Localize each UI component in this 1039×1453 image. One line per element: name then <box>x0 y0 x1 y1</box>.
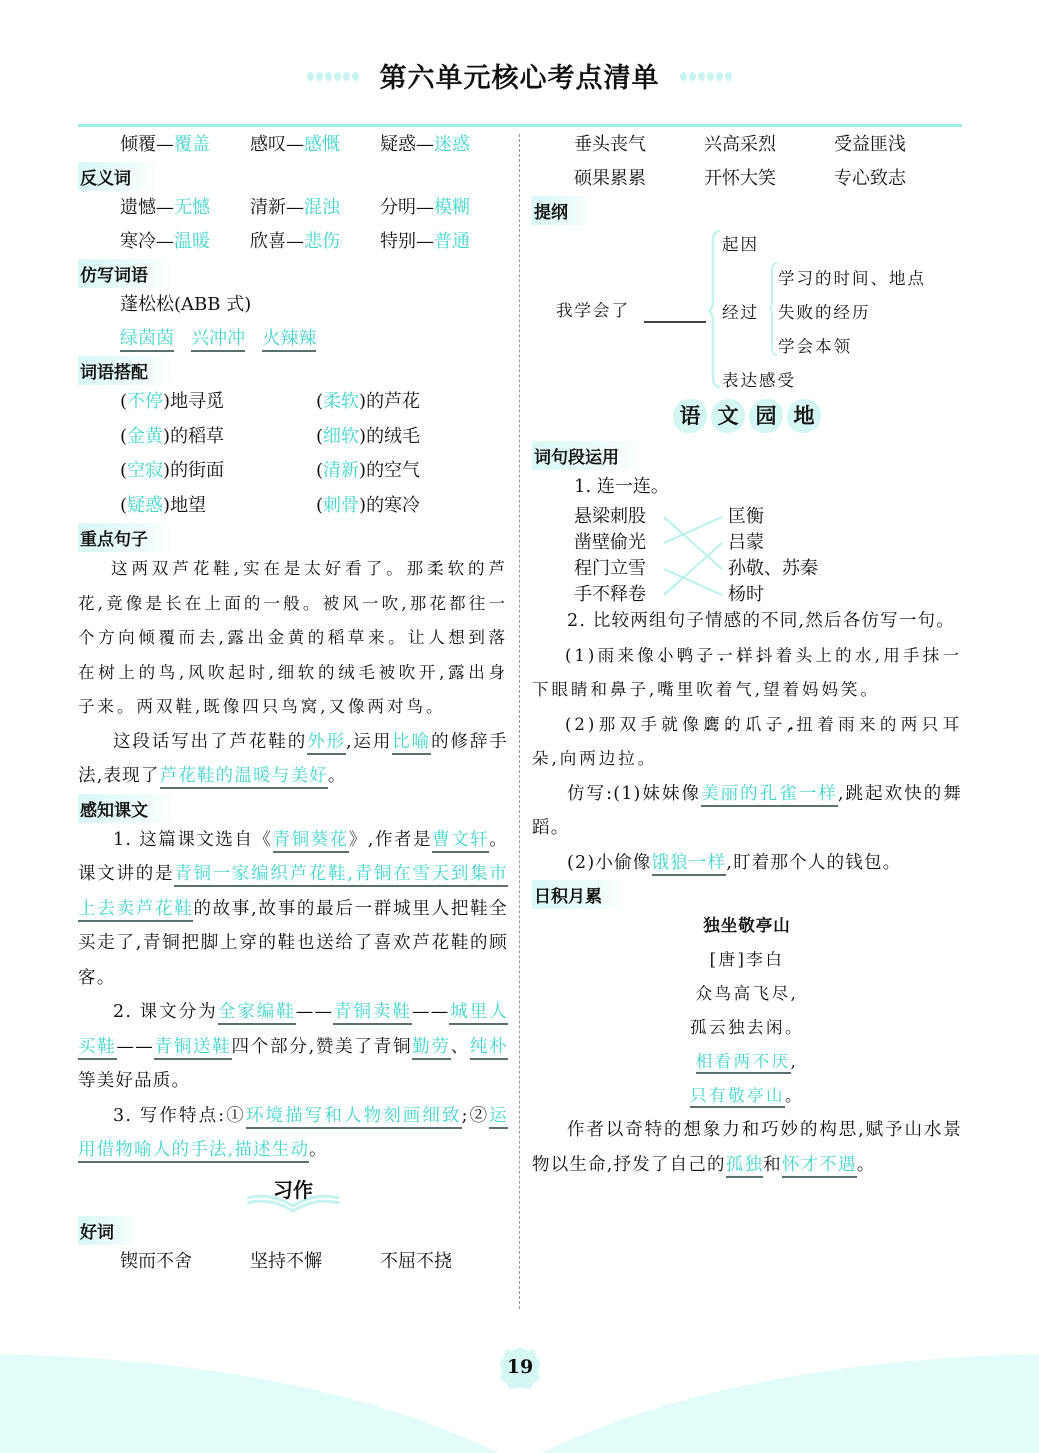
idiom-list: 悬梁刺股 凿壁偷光 程门立雪 手不释卷 <box>574 506 646 605</box>
outline-branch: 表达感受 <box>722 371 796 390</box>
section-heading-usage: 词句段运用 <box>532 441 645 470</box>
imitation-2: (2)小偷像饿狼一样,盯着那个人的钱包。 <box>532 846 962 881</box>
left-column <box>78 128 508 1279</box>
page-title: 第六单元核心考点清单 <box>379 63 660 94</box>
outline-branch: 经过 <box>722 303 759 322</box>
section-heading-antonyms: 反义词 <box>78 162 157 191</box>
outline-root: 我学会了 <box>556 301 630 320</box>
collocation-item: (刺骨)的寒冷 <box>316 494 421 516</box>
sentence-2: (2)那双手就像鹰的爪子,扭着雨来的两只耳朵,向两边拉。 <box>532 714 963 768</box>
outline-sub-branch: 学会本领 <box>778 337 852 356</box>
header-rule <box>78 124 962 127</box>
antonym-pair: 特别—普通 <box>380 231 470 252</box>
synonym-row <box>78 128 508 162</box>
collocation-item: (不停)地寻觅 <box>120 391 225 412</box>
poem-title: 独坐敬亭山 <box>703 916 791 935</box>
poem-commentary: 作者以奇特的想象力和巧妙的构思,赋予山水景物以生命,抒发了自己的孤独和怀才不遇。 <box>532 1113 962 1182</box>
collocation-grid <box>78 385 508 523</box>
people-list: 匡衡 吕蒙 孙敬、苏秦 杨时 <box>728 506 818 605</box>
synonym-pair: 倾覆—覆盖 <box>120 134 210 155</box>
perceive-q2: 2. 课文分为全家编鞋——青铜卖鞋——城里人买鞋——青铜送鞋四个部分,赞美了青铜勤劳、纯朴等美好品质。 <box>78 1002 508 1091</box>
key-analysis: 这段话写出了芦花鞋的外形,运用比喻的修辞手法,表现了芦花鞋的温暖与美好。 <box>78 725 508 794</box>
outline-sub-branch: 失败的经历 <box>778 303 871 322</box>
section-heading-collocation: 词语搭配 <box>78 356 174 385</box>
collocation-item: (疑惑)地望 <box>120 494 207 516</box>
right-column <box>532 128 962 1182</box>
q2-prompt: 2. 比较两组句子情感的不同,然后各仿写一句。 <box>567 611 955 631</box>
good-words-row: 垂头丧气 兴高采烈 受益匪浅 <box>574 134 906 155</box>
synonym-pair: 感叹—感慨 <box>250 134 340 155</box>
section-heading-imitate: 仿写词语 <box>78 259 174 288</box>
outline-blank <box>644 321 706 323</box>
poem-line-answer: 只有敬亭山。 <box>532 1079 962 1113</box>
collocation-item: (细软)的绒毛 <box>316 425 421 447</box>
section-heading-accumulate: 日积月累 <box>532 880 628 909</box>
antonym-pair: 寒冷—温暖 <box>120 231 210 252</box>
decorative-dots-right <box>679 66 733 85</box>
collocation-item: (金黄)的稻草 <box>120 425 225 447</box>
imitation-1: 仿写:(1)妹妹像美丽的孔雀一样,跳起欢快的舞蹈。 <box>532 783 962 838</box>
page-number: 19 <box>506 1356 534 1378</box>
garden-section-title: 语 文 园 地 <box>532 399 962 433</box>
good-words-row: 硕果累累 开怀大笑 专心致志 <box>574 168 906 189</box>
synonym-pair: 疑惑—迷惑 <box>380 134 470 155</box>
imitate-answers: 绿茵茵 兴冲冲 火辣辣 <box>78 322 508 356</box>
poem-line: 孤云独去闲。 <box>690 1018 804 1037</box>
outline-diagram <box>532 225 962 393</box>
brace-icon <box>768 261 778 357</box>
writing-section-title: 习作 <box>78 1174 508 1214</box>
key-passage: 这两双芦花鞋,实在是太好看了。那柔软的芦花,竟像是长在上面的一般。被风一吹,那花都往一个方向倾覆而去,露出金黄的稻草来。让人想到落在树上的鸟,风吹起时,细软的绒毛被吹开,露出身子来。两双鞋,既像四只鸟窝,又像两对鸟。 <box>78 559 508 716</box>
section-heading-perceive: 感知课文 <box>78 794 174 823</box>
decorative-dots-left <box>306 66 360 85</box>
sentence-1: (1)雨来像小鸭子一样抖着头上的水,用手抹一下眼睛和鼻子,嘴里吹着气,望着妈妈笑。 <box>532 645 963 699</box>
poem-author: [唐]李白 <box>709 950 785 969</box>
matching-exercise <box>532 504 962 604</box>
column-divider <box>519 134 520 1309</box>
matching-lines <box>664 504 724 608</box>
collocation-item: (柔软)的芦花 <box>316 391 421 412</box>
outline-branch: 起因 <box>722 235 759 254</box>
section-heading-good-words: 好词 <box>78 1216 140 1245</box>
antonym-pair: 分明—模糊 <box>380 197 470 218</box>
antonym-pair: 遗憾—无憾 <box>120 197 210 218</box>
perceive-q1: 1. 这篇课文选自《青铜葵花》,作者是曹文轩。课文讲的是青铜一家编织芦花鞋,青铜在雪天到集市上去卖芦花鞋的故事,故事的最后一群城里人把鞋全买走了,青铜把脚上穿的鞋也送给了喜欢芦花鞋的顾客。 <box>78 829 509 988</box>
collocation-item: (清新)的空气 <box>316 460 421 481</box>
q1-prompt: 1. 连一连。 <box>574 476 669 497</box>
imitate-example: 蓬松松(ABB 式) <box>120 294 252 315</box>
perceive-q3: 3. 写作特点:①环境描写和人物刻画细致;②运用借物喻人的手法,描述生动。 <box>78 1099 508 1168</box>
section-heading-key-sentence: 重点句子 <box>78 523 174 552</box>
poem-line: 众鸟高飞尽, <box>695 984 799 1003</box>
outline-sub-branch: 学习的时间、地点 <box>778 269 926 288</box>
antonym-row <box>78 191 508 225</box>
poem-line-answer: 相看两不厌, <box>532 1045 962 1079</box>
antonym-pair: 清新—混浊 <box>250 197 340 218</box>
page-header <box>0 56 1039 95</box>
collocation-item: (空寂)的街面 <box>120 460 225 481</box>
good-words-row: 锲而不舍 坚持不懈 不屈不挠 <box>120 1250 452 1272</box>
brace-icon <box>708 229 722 389</box>
antonym-row <box>78 225 508 259</box>
section-heading-outline: 提纲 <box>532 196 594 225</box>
antonym-pair: 欣喜—悲伤 <box>250 231 340 252</box>
